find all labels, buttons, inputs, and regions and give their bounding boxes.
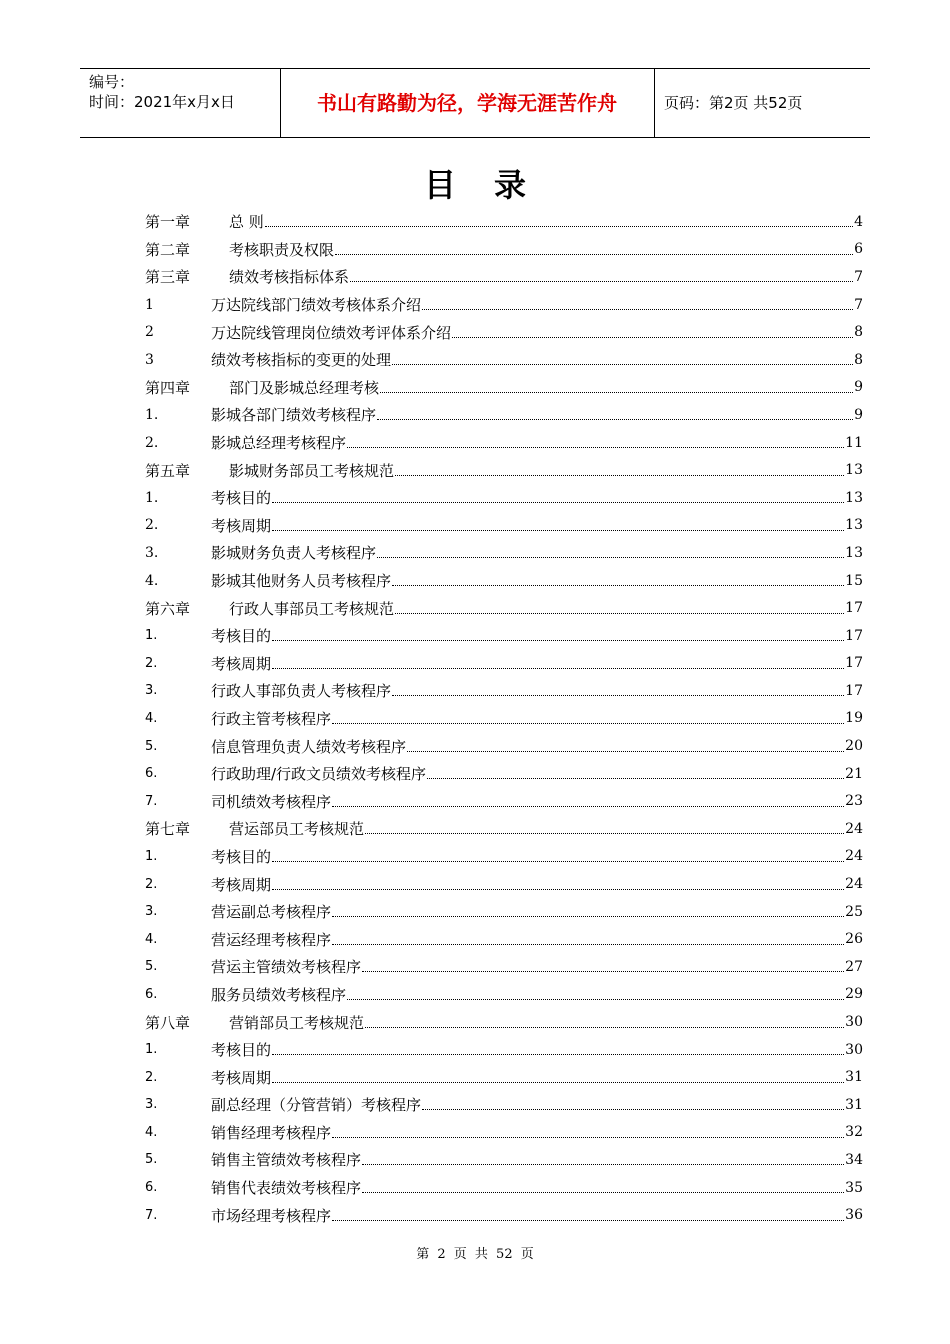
toc-dot-leader <box>377 557 844 558</box>
toc-section-entry[interactable] <box>145 787 863 815</box>
toc-dot-leader <box>362 1192 844 1193</box>
toc-entry-number: 2 <box>145 324 154 341</box>
toc-dot-leader <box>272 1082 844 1083</box>
toc-dot-leader <box>272 530 844 531</box>
toc-section-entry[interactable] <box>145 1119 863 1147</box>
toc-entry-number: 第三章 <box>145 268 191 287</box>
toc-entry-number: 2. <box>145 1069 158 1085</box>
toc-entry-page: 24 <box>845 820 863 837</box>
toc-entry-number: 1. <box>145 406 159 423</box>
toc-entry-page: 26 <box>845 931 863 948</box>
toc-entry-page: 30 <box>845 1041 863 1058</box>
toc-dot-leader <box>362 1164 844 1165</box>
toc-dot-leader <box>392 364 853 365</box>
toc-entry-number: 第二章 <box>145 240 191 259</box>
toc-entry-label: 考核周期 <box>211 516 272 535</box>
toc-entry-number: 第七章 <box>145 820 191 839</box>
toc-entry-label: 行政人事部员工考核规范 <box>229 599 395 618</box>
toc-dot-leader <box>427 778 844 779</box>
toc-entry-page: 36 <box>845 1207 863 1224</box>
toc-entry-page: 8 <box>854 324 863 341</box>
toc-entry-number: 6. <box>145 1180 158 1196</box>
toc-dot-leader <box>422 309 853 310</box>
toc-dot-leader <box>452 337 853 338</box>
toc-entry-page: 17 <box>845 682 863 699</box>
toc-entry-label: 行政人事部负责人考核程序 <box>211 682 392 701</box>
header-time-label: 时间：2021年x月x日 <box>89 93 235 111</box>
toc-entry-page: 34 <box>845 1151 863 1168</box>
page-footer: 第 2 页 共 52 页 <box>416 1247 534 1262</box>
toc-dot-leader <box>362 971 844 972</box>
toc-entry-number: 7. <box>145 793 158 809</box>
toc-chapter-entry[interactable] <box>145 208 863 236</box>
toc-entry-label: 影城财务负责人考核程序 <box>211 544 377 563</box>
toc-entry-number: 2. <box>145 434 159 451</box>
toc-entry-page: 19 <box>845 710 863 727</box>
toc-entry-label: 考核目的 <box>211 627 272 646</box>
toc-entry-number: 4. <box>145 710 158 726</box>
toc-dot-leader <box>377 419 853 420</box>
toc-entry-page: 9 <box>854 379 863 396</box>
toc-section-entry[interactable] <box>145 567 863 595</box>
toc-entry-page: 7 <box>854 296 863 313</box>
toc-section-entry[interactable] <box>145 622 863 650</box>
toc-entry-number: 1. <box>145 489 159 506</box>
toc-dot-leader <box>272 640 844 641</box>
toc-entry-number: 第八章 <box>145 1013 191 1032</box>
header-divider <box>654 69 655 137</box>
toc-entry-label: 销售主管绩效考核程序 <box>211 1151 362 1170</box>
toc-section-entry[interactable] <box>145 925 863 953</box>
header-page-label: 页码：第2页 共52页 <box>664 94 803 112</box>
toc-entry-page: 32 <box>845 1124 863 1141</box>
toc-entry-label: 行政助理/行政文员绩效考核程序 <box>211 765 427 784</box>
toc-entry-label: 服务员绩效考核程序 <box>211 985 347 1004</box>
toc-dot-leader <box>272 861 844 862</box>
toc-entry-number: 5. <box>145 959 158 975</box>
toc-entry-label: 营运主管绩效考核程序 <box>211 958 362 977</box>
toc-entry-number: 2. <box>145 517 159 534</box>
toc-entry-page: 29 <box>845 986 863 1003</box>
toc-title: 目录 <box>423 166 564 204</box>
toc-section-entry[interactable] <box>145 843 863 871</box>
header-meta <box>89 72 279 112</box>
toc-entry-label: 万达院线部门绩效考核体系介绍 <box>211 296 422 315</box>
toc-entry-label: 影城财务部员工考核规范 <box>229 461 395 480</box>
toc-entry-page: 8 <box>854 351 863 368</box>
toc-entry-label: 绩效考核指标体系 <box>229 268 350 287</box>
toc-entry-label: 影城各部门绩效考核程序 <box>211 406 377 425</box>
toc-section-entry[interactable] <box>145 760 863 788</box>
toc-entry-number: 2. <box>145 655 158 671</box>
toc-dot-leader <box>392 695 844 696</box>
toc-dot-leader <box>272 1054 844 1055</box>
toc-entry-label: 影城总经理考核程序 <box>211 434 347 453</box>
table-of-contents <box>145 208 863 1229</box>
toc-entry-label: 考核职责及权限 <box>229 240 335 259</box>
toc-entry-label: 绩效考核指标的变更的处理 <box>211 351 392 370</box>
toc-entry-label: 营运副总考核程序 <box>211 903 332 922</box>
toc-entry-label: 市场经理考核程序 <box>211 1206 332 1225</box>
page-header <box>80 68 870 138</box>
toc-entry-page: 25 <box>845 903 863 920</box>
toc-section-entry[interactable] <box>145 870 863 898</box>
toc-entry-page: 13 <box>845 489 863 506</box>
toc-section-entry[interactable] <box>145 732 863 760</box>
toc-entry-label: 万达院线管理岗位绩效考评体系介绍 <box>211 323 452 342</box>
toc-entry-label: 营运经理考核程序 <box>211 930 332 949</box>
toc-entry-page: 17 <box>845 627 863 644</box>
toc-entry-page: 20 <box>845 738 863 755</box>
toc-entry-page: 9 <box>854 406 863 423</box>
toc-section-entry[interactable] <box>145 1091 863 1119</box>
toc-entry-label: 副总经理（分管营销）考核程序 <box>211 1096 422 1115</box>
toc-entry-label: 行政主管考核程序 <box>211 709 332 728</box>
toc-dot-leader <box>407 751 844 752</box>
toc-dot-leader <box>265 226 853 227</box>
toc-dot-leader <box>395 613 844 614</box>
toc-entry-page: 31 <box>845 1096 863 1113</box>
toc-entry-number: 4. <box>145 1124 158 1140</box>
toc-chapter-entry[interactable] <box>145 1008 863 1036</box>
toc-section-entry[interactable] <box>145 1036 863 1064</box>
toc-entry-number: 3. <box>145 544 159 561</box>
toc-entry-number: 5. <box>145 738 158 754</box>
toc-entry-page: 13 <box>845 517 863 534</box>
toc-dot-leader <box>332 1137 844 1138</box>
toc-entry-label: 考核周期 <box>211 654 272 673</box>
toc-dot-leader <box>350 281 853 282</box>
toc-dot-leader <box>332 916 844 917</box>
toc-entry-number: 6. <box>145 766 158 782</box>
toc-dot-leader <box>332 723 844 724</box>
toc-entry-number: 6. <box>145 986 158 1002</box>
toc-entry-number: 3. <box>145 683 158 699</box>
toc-entry-page: 24 <box>845 876 863 893</box>
toc-chapter-entry[interactable] <box>145 815 863 843</box>
toc-entry-label: 营运部员工考核规范 <box>229 820 365 839</box>
toc-section-entry[interactable] <box>145 429 863 457</box>
toc-chapter-entry[interactable] <box>145 456 863 484</box>
toc-entry-number: 2. <box>145 876 158 892</box>
toc-dot-leader <box>335 254 853 255</box>
toc-entry-number: 1. <box>145 628 158 644</box>
toc-section-entry[interactable] <box>145 953 863 981</box>
toc-entry-page: 31 <box>845 1069 863 1086</box>
toc-entry-page: 17 <box>845 655 863 672</box>
toc-entry-page: 15 <box>845 572 863 589</box>
toc-dot-leader <box>332 806 844 807</box>
toc-section-entry[interactable] <box>145 981 863 1009</box>
toc-entry-page: 35 <box>845 1179 863 1196</box>
toc-dot-leader <box>365 1027 844 1028</box>
toc-section-entry[interactable] <box>145 650 863 678</box>
toc-section-entry[interactable] <box>145 291 863 319</box>
toc-dot-leader <box>422 1109 844 1110</box>
toc-entry-page: 23 <box>845 793 863 810</box>
toc-entry-number: 3. <box>145 904 158 920</box>
toc-entry-page: 17 <box>845 600 863 617</box>
toc-entry-number: 7. <box>145 1207 158 1223</box>
toc-entry-label: 信息管理负责人绩效考核程序 <box>211 737 407 756</box>
toc-entry-label: 销售经理考核程序 <box>211 1123 332 1142</box>
toc-entry-number: 1. <box>145 1042 158 1058</box>
toc-entry-number: 第四章 <box>145 378 191 397</box>
toc-dot-leader <box>332 1220 844 1221</box>
toc-entry-page: 13 <box>845 544 863 561</box>
toc-section-entry[interactable] <box>145 484 863 512</box>
toc-entry-label: 部门及影城总经理考核 <box>229 378 380 397</box>
toc-section-entry[interactable] <box>145 1063 863 1091</box>
toc-section-entry[interactable] <box>145 318 863 346</box>
toc-entry-label: 考核目的 <box>211 847 272 866</box>
toc-entry-label: 营销部员工考核规范 <box>229 1013 365 1032</box>
toc-dot-leader <box>347 999 844 1000</box>
toc-entry-page: 27 <box>845 958 863 975</box>
toc-dot-leader <box>272 502 844 503</box>
toc-chapter-entry[interactable] <box>145 263 863 291</box>
toc-entry-label: 考核目的 <box>211 1041 272 1060</box>
toc-chapter-entry[interactable] <box>145 594 863 622</box>
header-number-label: 编号： <box>89 73 135 91</box>
toc-entry-number: 4. <box>145 931 158 947</box>
toc-dot-leader <box>392 585 844 586</box>
toc-entry-label: 销售代表绩效考核程序 <box>211 1179 362 1198</box>
toc-entry-number: 1 <box>145 296 154 313</box>
toc-entry-page: 7 <box>854 268 863 285</box>
toc-entry-page: 24 <box>845 848 863 865</box>
toc-entry-page: 6 <box>854 241 863 258</box>
toc-section-entry[interactable] <box>145 705 863 733</box>
toc-section-entry[interactable] <box>145 1174 863 1202</box>
toc-entry-number: 第五章 <box>145 461 191 480</box>
toc-dot-leader <box>332 944 844 945</box>
toc-section-entry[interactable] <box>145 1201 863 1229</box>
toc-entry-number: 3. <box>145 1097 158 1113</box>
toc-entry-page: 30 <box>845 1014 863 1031</box>
toc-section-entry[interactable] <box>145 401 863 429</box>
toc-dot-leader <box>272 668 844 669</box>
toc-entry-number: 4. <box>145 572 159 589</box>
toc-dot-leader <box>365 833 844 834</box>
header-motto: 书山有路勤为径，学海无涯苦作舟 <box>317 91 617 115</box>
toc-entry-label: 考核目的 <box>211 489 272 508</box>
toc-entry-label: 考核周期 <box>211 1068 272 1087</box>
toc-chapter-entry[interactable] <box>145 236 863 264</box>
toc-entry-label: 司机绩效考核程序 <box>211 792 332 811</box>
toc-entry-number: 第一章 <box>145 213 191 232</box>
toc-entry-number: 1. <box>145 848 158 864</box>
toc-section-entry[interactable] <box>145 512 863 540</box>
toc-entry-label: 总 则 <box>229 213 264 232</box>
toc-entry-label: 影城其他财务人员考核程序 <box>211 572 392 591</box>
toc-section-entry[interactable] <box>145 346 863 374</box>
toc-dot-leader <box>272 889 844 890</box>
toc-section-entry[interactable] <box>145 898 863 926</box>
toc-dot-leader <box>380 392 853 393</box>
toc-entry-page: 21 <box>845 765 863 782</box>
toc-entry-label: 考核周期 <box>211 875 272 894</box>
toc-chapter-entry[interactable] <box>145 374 863 402</box>
toc-entry-page: 13 <box>845 462 863 479</box>
toc-section-entry[interactable] <box>145 677 863 705</box>
toc-entry-page: 4 <box>854 213 863 230</box>
toc-entry-number: 3 <box>145 351 154 368</box>
toc-section-entry[interactable] <box>145 539 863 567</box>
toc-entry-page: 11 <box>845 434 863 451</box>
toc-dot-leader <box>347 447 844 448</box>
toc-section-entry[interactable] <box>145 1146 863 1174</box>
toc-entry-number: 第六章 <box>145 599 191 618</box>
toc-entry-number: 5. <box>145 1152 158 1168</box>
toc-dot-leader <box>395 475 844 476</box>
